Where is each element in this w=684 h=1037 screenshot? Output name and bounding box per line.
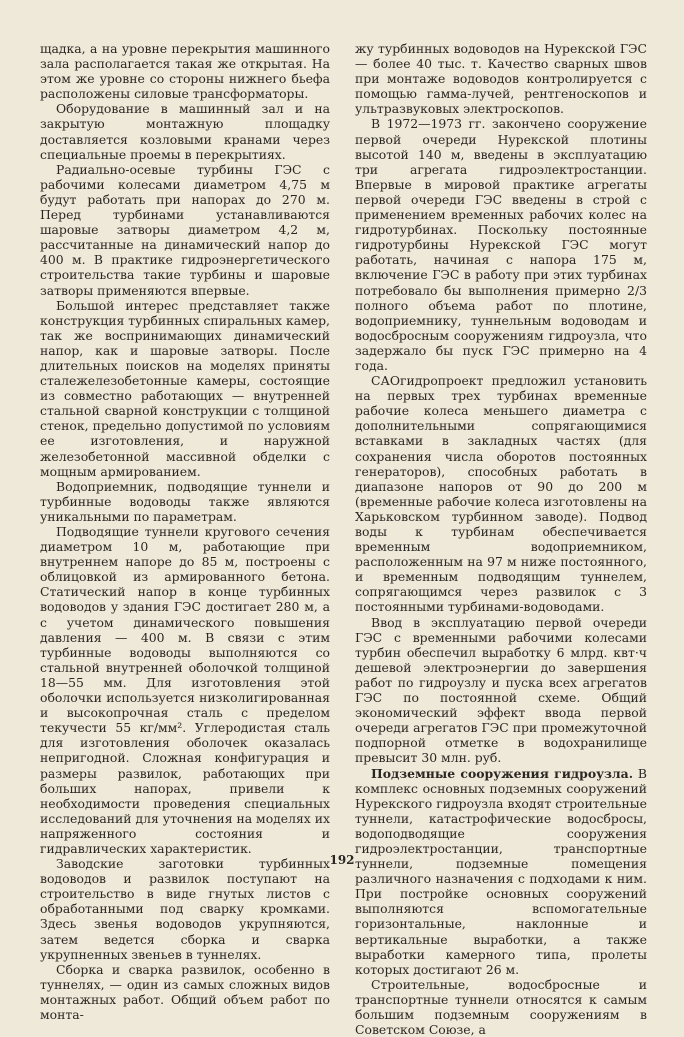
paragraph: Большой интерес представляет также конструкция турбинных спиральных камер, так же воспринимающих динамический напор, как и шаровые затворы. После длительных поисков на моделях приняты сталежелезобетонные камеры, состоящие из совместно работающих — внутренней стальной сварной конструкции с толщиной стенок, предельно допустимой по условиям ее изготовления, и наружной железобетонной массивной обделки с мощным армированием. — [40, 297, 330, 479]
right-column — [355, 41, 647, 1037]
paragraph: Заводские заготовки турбинных водоводов и развилок поступают на строительство в виде гнутых листов с обработанными под сварку кромками. Здесь звенья водоводов укрупняются, затем ведется сборка и сварка укрупненных звеньев в туннелях. — [40, 856, 330, 962]
paragraph: Сборка и сварка развилок, особенно в туннелях, — один из самых сложных видов монтажных работ. Общий объем работ по монта- — [40, 961, 330, 1022]
paragraph: Ввод в эксплуатацию первой очереди ГЭС с временными рабочими колесами турбин обеспечил выработку 6 млрд. квт·ч дешевой электроэнергии до завершения работ по гидроузлу и пуска всех агрегатов ГЭС по постоянной схеме. Общий экономический эффект ввода первой очереди агрегатов ГЭС при промежуточной подпорной отметке в водохранилище превысит 30 млн. руб. — [355, 614, 647, 766]
paragraph: щадка, а на уровне перекрытия машинного зала располагается такая же открытая. На этом же уровне со стороны нижнего бьефа расположены силовые трансформаторы. — [40, 41, 330, 102]
paragraph: САОгидропроект предложил установить на первых трех турбинах временные рабочие колеса меньшего диаметра с дополнительными сопрягающимися вставками в закладных частях (для сохранения числа оборотов постоянных генераторов), способных работать в диапазоне напоров от 90 до 200 м (временные рабочие колеса изготовлены на Харьковском турбинном заводе). Подвод воды к турбинам обеспечивается временным водоприемником, расположенным на 97 м ниже постоянного, и временным подводящим туннелем, сопрягающимся через развилок с 3 постоянными турбинами-водоводами. — [355, 373, 647, 615]
paragraph-with-heading — [355, 766, 647, 977]
paragraph: Радиально-осевые турбины ГЭС с рабочими колесами диаметром 4,75 м будут работать при напорах до 270 м. Перед турбинами устанавливаются шаровые затворы диаметром 4,2 м, рассчитанные на динамический напор до 400 м. В практике гидроэнергетического строительства такие турбины и шаровые затворы применяются впервые. — [40, 161, 330, 298]
paragraph-body: В комплекс основных подземных сооружений Нурекского гидроузла входят строительные туннели, катастрофические водосбросы, водоподводящие сооружения гидроэлектростанции, транспортные туннели, подземные помещения различного назначения с подходами к ним. При постройке основных сооружений выполняются вспомогательные горизонтальные, наклонные и вертикальные выработки, а также выработки камерного типа, пролеты которых достигают 26 м. — [355, 765, 647, 977]
paragraph: Строительные, водосбросные и транспортные туннели относятся к самым большим подземным сооружениям в Советском Союзе, а — [355, 976, 647, 1037]
page-number: 192 — [329, 853, 355, 867]
paragraph: жу турбинных водоводов на Нурекской ГЭС— более 40 тыс. т. Качество сварных швов при монтаже водоводов контролируется с помощью гамма-лучей, рентгеноскопов и ультразвуковых электроскопов. — [355, 41, 647, 117]
paragraph: Водоприемник, подводящие туннели и турбинные водоводы также являются уникальными по параметрам. — [40, 478, 330, 524]
paragraph: Оборудование в машинный зал и на закрытую монтажную площадку доставляется козловыми кранами через специальные проемы в перекрытиях. — [40, 101, 330, 162]
paragraph: В 1972—1973 гг. закончено сооружение первой очереди Нурекской плотины высотой 140 м, введены в эксплуатацию три агрегата гидроэлектростанции. Впервые в мировой практике агрегаты первой очереди ГЭС введены в строй с применением временных рабочих колес на гидротурбинах. Поскольку постоянные гидротурбины Нурекской ГЭС могут работать, начиная с напора 175 м, включение ГЭС в работу при этих турбинах потребовало бы выполнения примерно 2/3 полного объема работ по плотине, водоприемнику, туннельным водоводам и водосбросным сооружениям гидроузла, что задержало бы пуск ГЭС примерно на 4 года. — [355, 116, 647, 373]
section-heading: Подземные сооружения гидроузла. — [371, 765, 634, 781]
paragraph: Подводящие туннели кругового сечения диаметром 10 м, работающие при внутреннем напоре до 85 м, построены с облицовкой из армированного бетона. Статический напор в конце турбинных водоводов у здания ГЭС достигает 280 м, а с учетом динамического повышения давления — 400 м. В связи с этим турбинные водоводы выполняются со стальной внутренней оболочкой толщиной 18—55 мм. Для изготовления этой оболочки используется низколигированная и высокопрочная сталь с пределом текучести 55 кг/мм². Углеродистая сталь для изготовления оболочек оказалась непригодной. Сложная конфигурация и размеры развилок, работающих при больших напорах, привели к необходимости проведения специальных исследований для уточнения на моделях их напряженного состояния и гидравлических характеристик. — [40, 524, 330, 856]
left-column — [40, 41, 330, 1022]
